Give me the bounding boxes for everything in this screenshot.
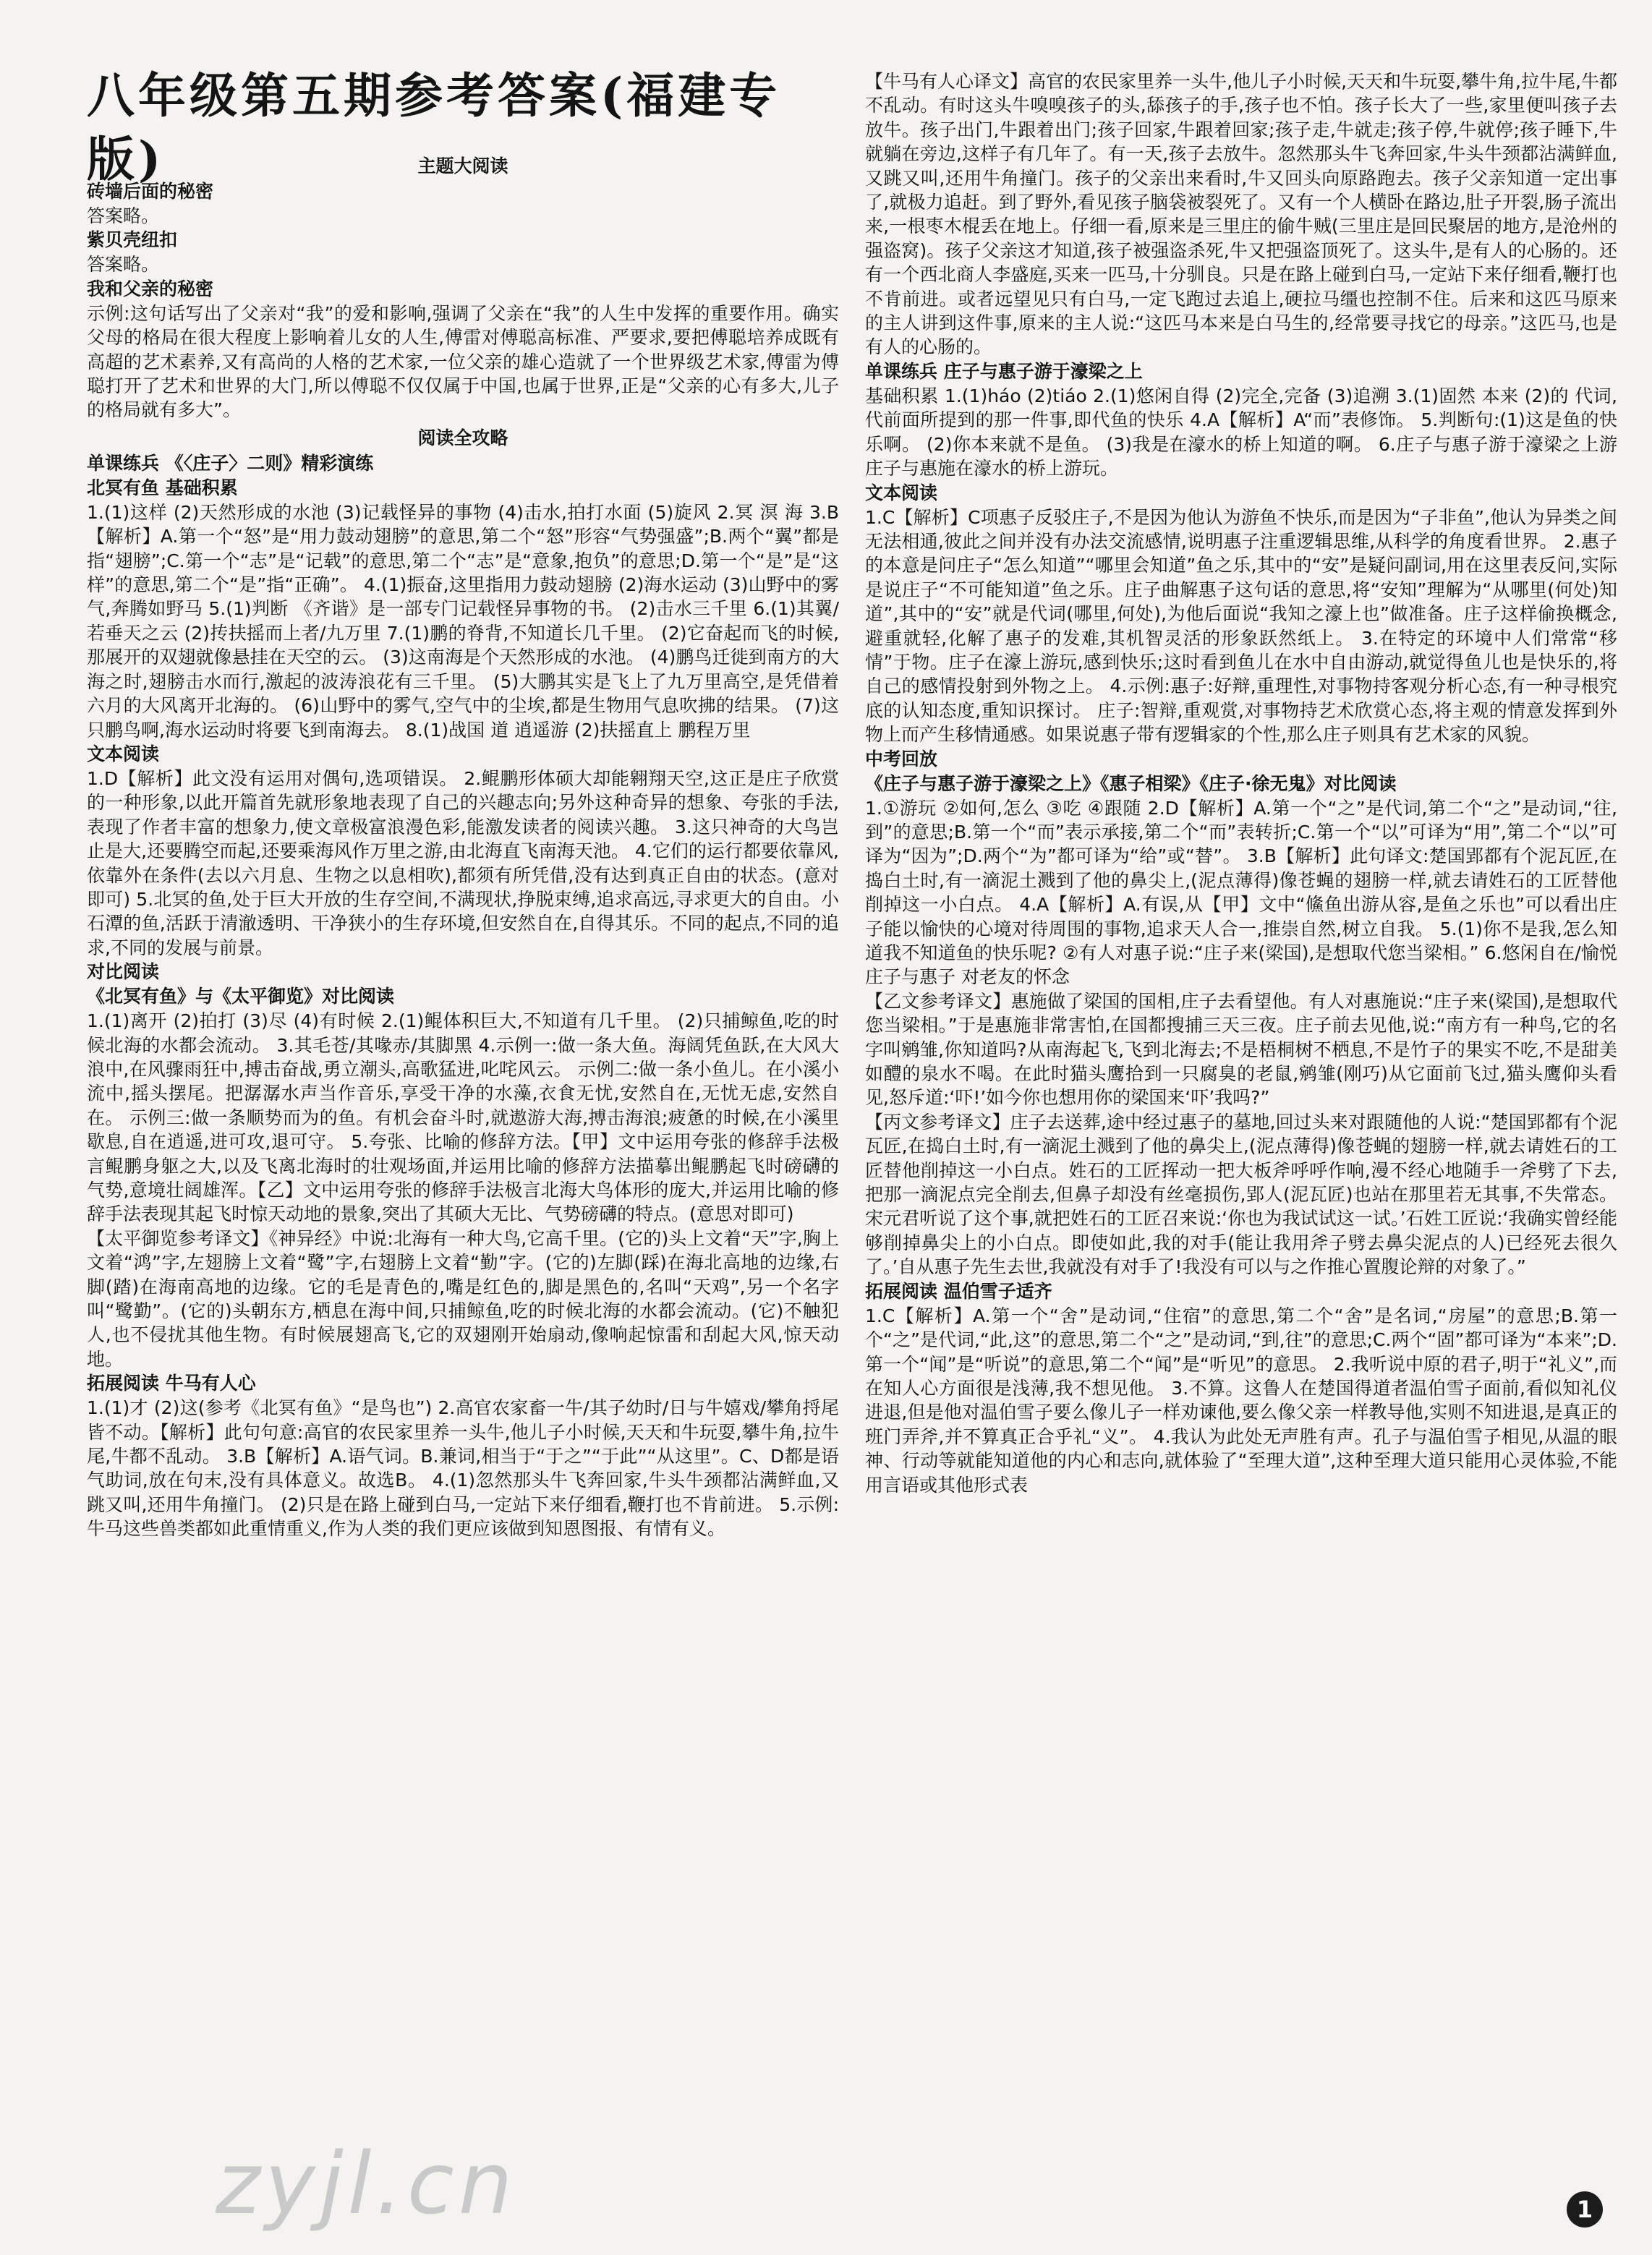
subheading: 砖墙后面的秘密	[87, 181, 214, 202]
page-number: 1	[1567, 2191, 1603, 2228]
subheading: 《庄子与惠子游于濠梁之上》《惠子相梁》《庄子·徐无鬼》对比阅读	[865, 772, 1397, 794]
left-column	[87, 69, 839, 1921]
subheading: 我和父亲的秘密	[87, 278, 214, 299]
subheading: 北冥有鱼 基础积累	[87, 477, 238, 498]
subheading: 《北冥有鱼》与《太平御览》对比阅读	[87, 986, 395, 1007]
paragraph: 1.(1)这样 (2)天然形成的水池 (3)记载怪异的事物 (4)击水,拍打水面 (5)旋风 2.冥 溟 海 3.B【解析】A.第一个“怒”是“用力鼓动翅膀”的意思,第二个“怒”形容“气势强盛”;B.两个“翼”都是指“翅膀”;C.第一个“志”是“记载”的意思,第二个“志”是“意象,抱负”的意思;D.第一个“是”是“这样”的意思,第二个“是”指“正确”。 4.(1)振奋,这里指用力鼓动翅膀 (2)海水运动 (3)山野中的雾气,奔腾如野马 5.(1)判断 《齐谐》是一部专门记载怪异事物的书。 (2)击水三千里 6.(1)其翼/若垂天之云 (2)抟扶摇而上者/九万里 7.(1)鹏的脊背,不知道长几千里。 (2)它奋起而飞的时候,那展开的双翅就像悬挂在天空的云。 (3)这南海是个天然形成的水池。 (4)鹏鸟迁徙到南方的大海之时,翅膀击水而行,激起的波涛浪花有三千里。 (5)大鹏其实是飞上了九万里高空,是凭借着六月的大风离开北海的。 (6)山野中的雾气,空气中的尘埃,都是生物用气息吹拂的结果。 (7)这只鹏鸟啊,海水运动时将要飞到南海去。 8.(1)战国 道 逍遥游 (2)扶摇直上 鹏程万里	[87, 501, 839, 741]
paragraph: 答案略。	[87, 254, 160, 276]
paragraph: 【牛马有人心译文】高官的农民家里养一头牛,他儿子小时候,天天和牛玩耍,攀牛角,拉牛尾,牛都不乱动。有时这头牛嗅嗅孩子的头,舔孩子的手,孩子也不怕。孩子长大了一些,家里便叫孩子去放牛。孩子出门,牛跟着出门;孩子回家,牛跟着回家;孩子走,牛就走;孩子停,牛就停;孩子睡下,牛就躺在旁边,这样子有几年了。有一天,孩子去放牛。忽然那头牛飞奔回家,牛头牛颈都沾满鲜血,又跳又叫,还用牛角撞门。孩子的父亲出来看时,牛又回头向原路跑去。孩子父亲知道一定出事了,就极力追赶。到了野外,看见孩子脑袋被裂死了。又有一个人横卧在路边,肚子开裂,肠子流出来,一根枣木棍丢在地上。仔细一看,原来是三里庄的偷牛贼(三里庄是回民聚居的地方,是沧州的强盗窝)。孩子父亲这才知道,孩子被强盗杀死,牛又把强盗顶死了。这头牛,是有人的心肠的。还有一个西北商人李盛庭,买来一匹马,十分驯良。只是在路上碰到白马,一定站下来仔细看,鞭打也不肯前进。或者远望见只有白马,一定飞跑过去追上,硬拉马缰也控制不住。后来和这匹马原来的主人讲到这件事,原来的主人说:“这匹马本来是白马生的,经常要寻找它的母亲。”这匹马,也是有人的心肠的。	[865, 71, 1617, 358]
subheading: 拓展阅读 温伯雪子适齐	[865, 1280, 1052, 1302]
subheading: 单课练兵 庄子与惠子游于濠梁之上	[865, 360, 1143, 382]
paragraph: 示例:这句话写出了父亲对“我”的爱和影响,强调了父亲在“我”的人生中发挥的重要作用。确实父母的格局在很大程度上影响着儿女的人生,傅雷对傅聪高标准、严要求,要把傅聪培养成既有高超的艺术素养,又有高尚的人格的艺术家,一位父亲的雄心造就了一个世界级艺术家,傅雷为傅聪打开了艺术和世界的大门,所以傅聪不仅仅属于中国,也属于世界,正是“父亲的心有多大,儿子的格局就有多大”。	[87, 302, 839, 421]
paragraph: 1.①游玩 ②如何,怎么 ③吃 ④跟随 2.D【解析】A.第一个“之”是代词,第二个“之”是动词,“往,到”的意思;B.第一个“而”表示承接,第二个“而”表转折;C.第一个“以”可译为“用”,第二个“以”可译为“因为”;D.两个“为”都可译为“给”或“替”。 3.B【解析】此句译文:楚国郢都有个泥瓦匠,在捣白土时,有一滴泥土溅到了他的鼻尖上,(泥点薄得)像苍蝇的翅膀一样,就去请姓石的工匠替他削掉这一小白点。 4.A【解析】A.有误,从【甲】文中“鯈鱼出游从容,是鱼之乐也”可以看出庄子能以愉快的心境对待周围的事物,追求天人合一,推崇自然,树立自我。 5.(1)你不是我,怎么知道我不知道鱼的快乐呢? ②有人对惠子说:“庄子来(梁国),是想取代您当梁相。” 6.悠闲自在/愉悦 庄子与惠子 对老友的怀念	[865, 797, 1617, 988]
paragraph: 1.D【解析】此文没有运用对偶句,选项错误。 2.鲲鹏形体硕大却能翱翔天空,这正是庄子欣赏的一种形象,以此开篇首先就形象地表现了自己的兴趣志向;另外这种奇异的想象、夸张的手法,表现了作者丰富的想象力,使文章极富浪漫色彩,能激发读者的阅读兴趣。 3.这只神奇的大鸟岂止是大,还要腾空而起,还要乘海风作万里之游,由北海直飞南海天池。 4.它们的运行都要依靠风,依靠外在条件(去以六月息、生物之以息相吹),都须有所凭借,没有达到真正自由的状态。(意对即可) 5.北冥的鱼,处于巨大开放的生存空间,不满现状,挣脱束缚,追求高远,寻求更大的自由。小石潭的鱼,活跃于清澈透明、干净狭小的生存环境,但安然自在,自得其乐。不同的起点,不同的追求,不同的发展与前景。	[87, 767, 839, 958]
paragraph: 1.C【解析】C项惠子反驳庄子,不是因为他认为游鱼不快乐,而是因为“子非鱼”,他认为异类之间无法相通,彼此之间并没有办法交流感情,说明惠子注重逻辑思维,从科学的角度看世界。 2.惠子的本意是问庄子“怎么知道”“哪里会知道”鱼之乐,其中的“安”是疑问副词,用在这里表反问,实际是说庄子“不可能知道”鱼之乐。庄子曲解惠子这句话的意思,将“安知”理解为“从哪里(何处)知道”,其中的“安”就是代词(哪里,何处),为他后面说“我知之濠上也”做准备。庄子这样偷换概念,避重就轻,化解了惠子的发难,其机智灵活的形象跃然纸上。 3.在特定的环境中人们常常“移情”于物。庄子在濠上游玩,感到快乐;这时看到鱼儿在水中自由游动,就觉得鱼儿也是快乐的,将自己的感情投射到外物之上。 4.示例:惠子:好辩,重理性,对事物持客观分析心态,有一种寻根究底的认知态度,重知识探讨。 庄子:智辩,重观赏,对事物持艺术欣赏心态,将主观的情意发挥到外物上而产生移情通感。如果说惠子带有逻辑家的个性,那么庄子则具有艺术家的风貌。	[865, 506, 1617, 746]
right-column	[865, 69, 1617, 2217]
subheading: 紫贝壳纽扣	[87, 229, 178, 251]
subheading: 单课练兵 《〈庄子〉二则》精彩演练	[87, 452, 374, 474]
paragraph: 【太平御览参考译文】《神异经》中说:北海有一种大鸟,它高千里。(它的)头上文着“天”字,胸上文着“鸿”字,左翅膀上文着“鹭”字,右翅膀上文着“勤”字。(它的)左脚(踩)在海北高地的边缘,右脚(踏)在海南高地的边缘。它的毛是青色的,嘴是红色的,脚是黑色的,名叫“天鸡”,另一个名字叫“鹭勤”。(它的)头朝东方,栖息在海中间,只捕鲸鱼,吃的时候北海的水都会流动。(它)不触犯人,也不侵扰其他生物。有时候展翅高飞,它的双翅刚开始扇动,像响起惊雷和刮起大风,惊天动地。	[87, 1227, 839, 1370]
subheading: 对比阅读	[87, 961, 160, 983]
page-title: 八年级第五期参考答案(福建专版)	[87, 67, 781, 187]
section-heading: 阅读全攻略	[417, 427, 508, 448]
paragraph: 基础积累 1.(1)háo (2)tiáo 2.(1)悠闲自得 (2)完全,完备 (3)追溯 3.(1)固然 本来 (2)的 代词,代前面所提到的那一件事,即代鱼的快乐 4.A【解析】A“而”表修饰。 5.判断句:(1)这是鱼的快乐啊。 (2)你本来就不是鱼。 (3)我是在濠水的桥上知道的啊。 6.庄子与惠子游于濠梁之上游 庄子与惠施在濠水的桥上游玩。	[865, 385, 1617, 479]
paragraph: 答案略。	[87, 205, 160, 226]
subheading: 拓展阅读 牛马有人心	[87, 1373, 256, 1394]
watermark: zyjl.cn	[216, 2133, 517, 2233]
subheading: 文本阅读	[87, 743, 160, 764]
paragraph: 【乙文参考译文】惠施做了梁国的国相,庄子去看望他。有人对惠施说:“庄子来(梁国),是想取代您当梁相。”于是惠施非常害怕,在国都搜捕三天三夜。庄子前去见他,说:“南方有一种鸟,它的名字叫鹓雏,你知道吗?从南海起飞,飞到北海去;不是梧桐树不栖息,不是竹子的果实不吃,不是甜美如醴的泉水不喝。在此时猫头鹰拾到一只腐臭的老鼠,鹓雏(刚巧)从它面前飞过,猫头鹰仰头看见,怒斥道:‘吓!’如今你也想用你的梁国来‘吓’我吗?”	[865, 990, 1617, 1109]
paragraph: 1.(1)离开 (2)拍打 (3)尽 (4)有时候 2.(1)鲲体积巨大,不知道有几千里。 (2)只捕鲸鱼,吃的时候北海的水都会流动。 3.其毛苍/其喙赤/其脚黑 4.示例一:做一条大鱼。海阔凭鱼跃,在大风大浪中,在风骤雨狂中,搏击奋战,勇立潮头,高歌猛进,叱咤风云。 示例二:做一条小鱼儿。在小溪小流中,摇头摆尾。把潺潺水声当作音乐,享受干净的水藻,衣食无忧,安然自在,无忧无虑,安然自在。 示例三:做一条顺势而为的鱼。有机会奋斗时,就遨游大海,搏击海浪;疲惫的时候,在小溪里歇息,自在逍遥,进可攻,退可守。 5.夸张、比喻的修辞方法。【甲】文中运用夸张的修辞手法极言鲲鹏身躯之大,以及飞离北海时的壮观场面,并运用比喻的修辞方法描摹出鲲鹏起飞时磅礴的气势,意境壮阔雄浑。【乙】文中运用夸张的修辞手法极言北海大鸟体形的庞大,并运用比喻的修辞手法表现其起飞时惊天动地的景象,突出了其硕大无比、气势磅礴的特点。(意思对即可)	[87, 1010, 839, 1225]
section-heading: 主题大阅读	[417, 155, 508, 176]
paragraph: 1.C【解析】A.第一个“舍”是动词,“住宿”的意思,第二个“舍”是名词,“房屋”的意思;B.第一个“之”是代词,“此,这”的意思,第二个“之”是动词,“到,往”的意思;C.两个“固”都可译为“本来”;D.第一个“闻”是“听说”的意思,第二个“闻”是“听见”的意思。 2.我听说中原的君子,明于“礼义”,而在知人心方面很是浅薄,我不想见他。 3.不算。这鲁人在楚国得道者温伯雪子面前,看似知礼仪进退,但是他对温伯雪子要么像儿子一样劝谏他,要么像父亲一样教导他,实则不知进退,是真正的班门弄斧,并不算真正合乎礼“义”。 4.我认为此处无声胜有声。孔子与温伯雪子相见,从温的眼神、行动等就能知道他的内心和志向,就体验了“至理大道”,这种至理大道只能用心灵体验,不能用言语或其他形式表	[865, 1305, 1617, 1496]
subheading: 文本阅读	[865, 482, 938, 503]
subheading: 中考回放	[865, 748, 938, 770]
paragraph: 【丙文参考译文】庄子去送葬,途中经过惠子的墓地,回过头来对跟随他的人说:“楚国郢都有个泥瓦匠,在捣白土时,有一滴泥土溅到了他的鼻尖上,(泥点薄得)像苍蝇的翅膀一样,就去请姓石的工匠替他削掉这一小白点。姓石的工匠挥动一把大板斧呼呼作响,漫不经心地随手一斧劈了下去,把那一滴泥点完全削去,但鼻子却没有丝毫损伤,郢人(泥瓦匠)也站在那里若无其事,不失常态。宋元君听说了这个事,就把姓石的工匠召来说:‘你也为我试试这一试。’石姓工匠说:‘我确实曾经能够削掉鼻尖上的小白点。即使如此,我的对手(能让我用斧子劈去鼻尖泥点的人)已经死去很久了。’自从惠子先生去世,我就没有对手了!我没有可以与之作推心置腹论辩的对象了。”	[865, 1111, 1617, 1278]
paragraph: 1.(1)才 (2)这(参考《北冥有鱼》“是鸟也”) 2.高官农家畜一牛/其子幼时/日与牛嬉戏/攀角捋尾皆不动。【解析】此句句意:高官的农民家里养一头牛,他儿子小时候,天天和牛玩耍,攀牛角,拉牛尾,牛都不乱动。 3.B【解析】A.语气词。B.兼词,相当于“于之”“于此”“从这里”。C、D都是语气助词,放在句末,没有具体意义。故选B。 4.(1)忽然那头牛飞奔回家,牛头牛颈都沾满鲜血,又跳又叫,还用牛角撞门。 (2)只是在路上碰到白马,一定站下来仔细看,鞭打也不肯前进。 5.示例:牛马这些兽类都如此重情重义,作为人类的我们更应该做到知恩图报、有情有义。	[87, 1397, 839, 1540]
